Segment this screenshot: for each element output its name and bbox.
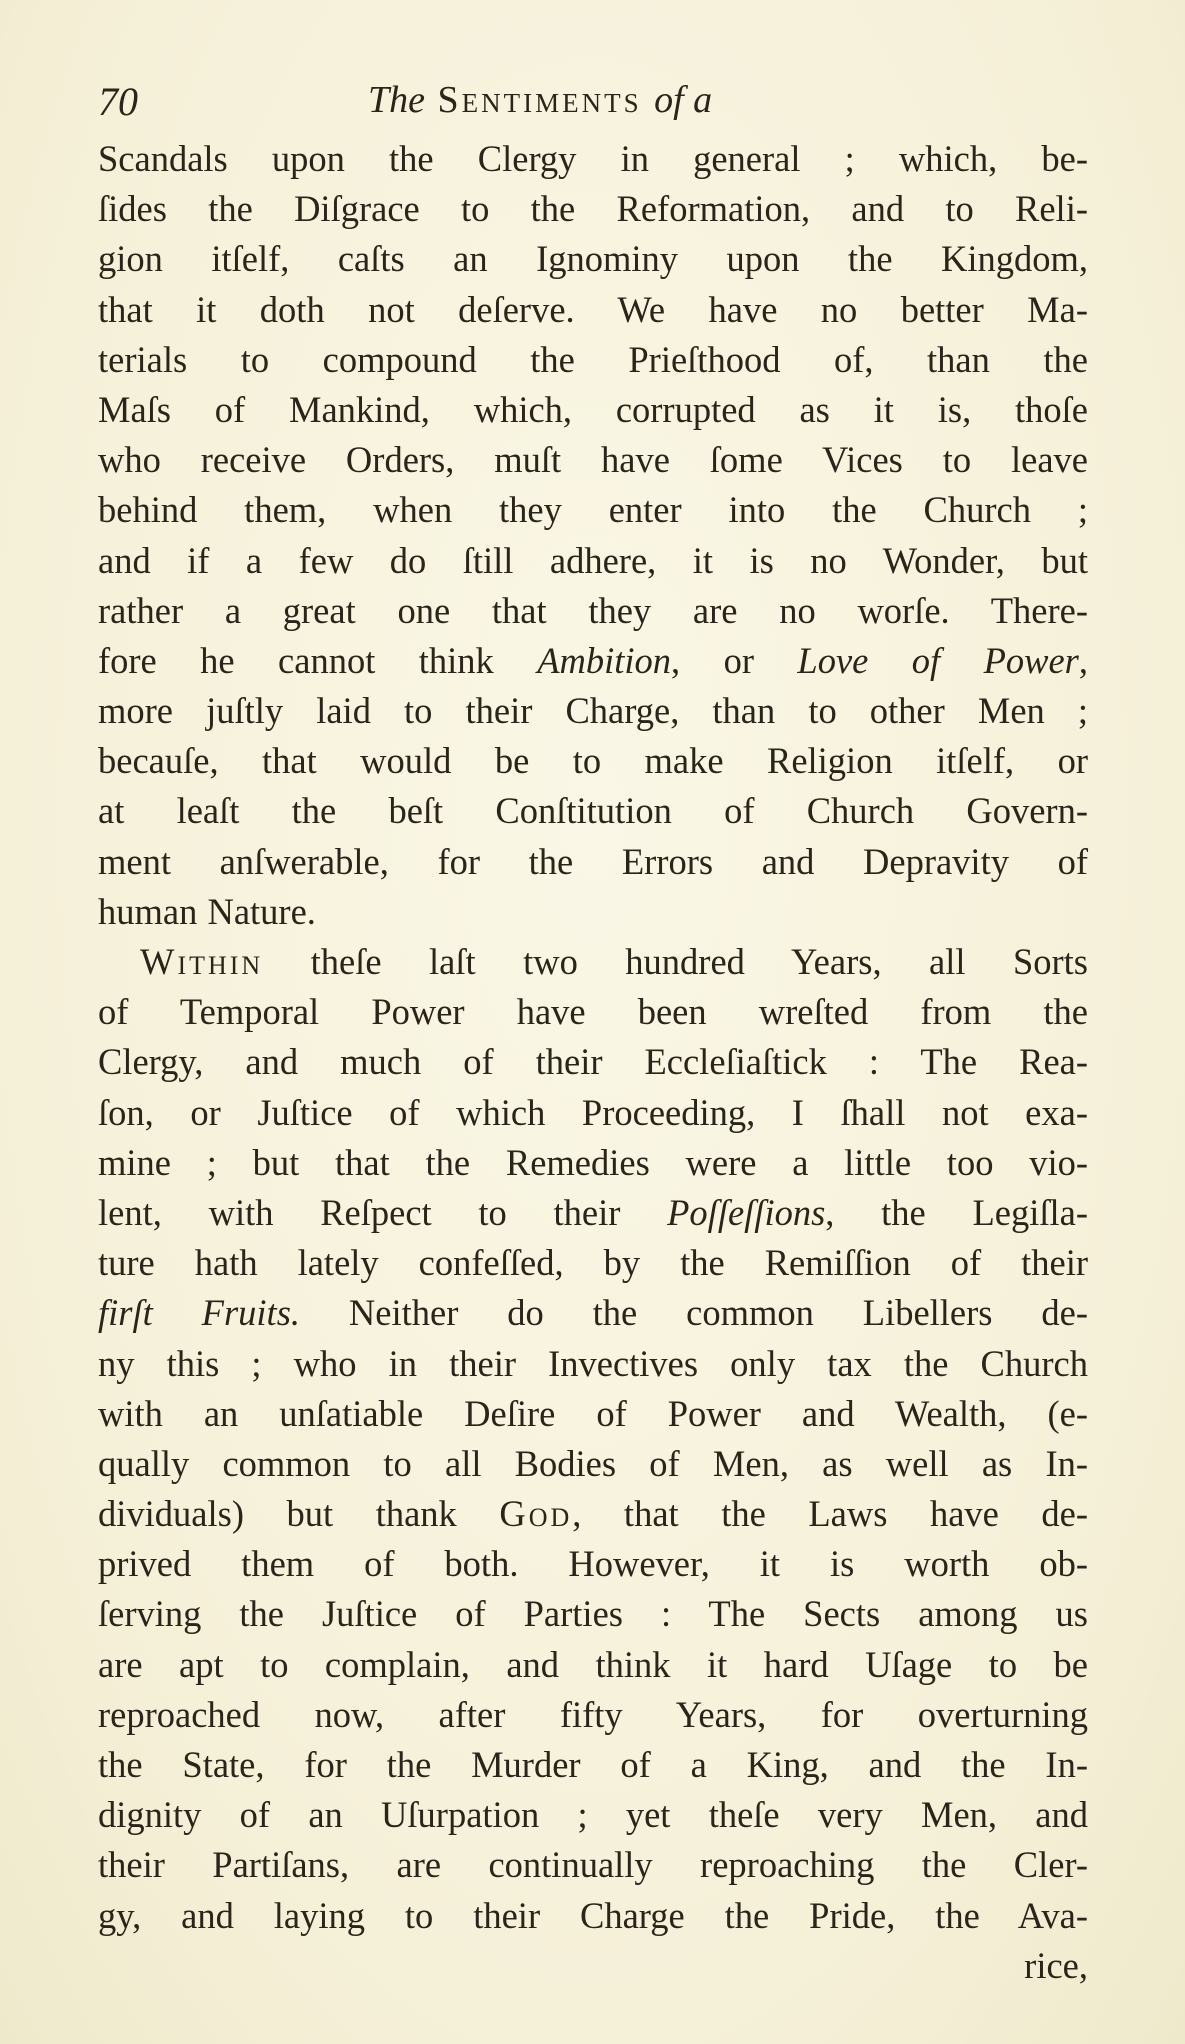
text-run: , that the Laws have de-: [572, 1493, 1088, 1535]
paragraph-end-line: human Nature.: [98, 890, 316, 932]
text-line: gion itſelf, caſts an Ignominy upon the Kingdom,: [98, 238, 1088, 280]
text-run: dividuals) but thank: [98, 1493, 500, 1535]
text-line: their Partiſans, are continually reproaching the Cler-: [98, 1844, 1088, 1886]
paragraph-lead-word: Within: [140, 941, 264, 982]
page-header: [98, 78, 1088, 128]
text-run: Neither do the common Libellers de-: [300, 1292, 1088, 1334]
text-line: with an unſatiable Deſire of Power and Wealth, (e-: [98, 1392, 1088, 1434]
italic-possessions: Poſſeſſions: [667, 1191, 826, 1233]
text-line: ture hath lately confeſſed, by the Remiſſion of their: [98, 1242, 1088, 1284]
text-run: theſe laſt two hundred Years, all Sorts: [263, 941, 1088, 982]
text-line: rather a great one that they are no worſe. There-: [98, 589, 1088, 631]
text-line: ny this ; who in their Invectives only tax the Church: [98, 1342, 1088, 1384]
text-line: ſides the Diſgrace to the Reformation, and to Reli-: [98, 188, 1088, 230]
text-run: , the Legiſla-: [825, 1191, 1088, 1233]
small-caps-god: God: [499, 1493, 573, 1535]
running-head-the: The: [368, 79, 425, 121]
text-line: dignity of an Uſurpation ; yet theſe very Men, and: [98, 1794, 1088, 1836]
text-line: reproached now, after fifty Years, for overturning: [98, 1693, 1088, 1735]
running-head-title: Sentiments: [437, 79, 642, 121]
text-line: [98, 636, 1088, 686]
text-line: more juſtly laid to their Charge, than to other Men ;: [98, 690, 1088, 732]
text-line: Clergy, and much of their Eccleſiaſtick : The Rea-: [98, 1041, 1088, 1083]
text-line: behind them, when they enter into the Church ;: [98, 489, 1088, 531]
text-line: who receive Orders, muſt have ſome Vices to leave: [98, 439, 1088, 481]
italic-first-fruits: firſt Fruits.: [98, 1292, 301, 1334]
paragraph-start-line: [98, 937, 1088, 987]
text-line: [98, 1288, 1088, 1338]
text-run: lent, with Reſpect to their: [98, 1191, 668, 1233]
catchword: rice,: [1024, 1944, 1088, 1986]
text-run: fore he cannot think: [98, 639, 538, 681]
text-line: prived them of both. However, it is worth ob-: [98, 1543, 1088, 1585]
text-line: that it doth not deſerve. We have no better Ma-: [98, 288, 1088, 330]
running-head-of-a: of a: [654, 79, 713, 121]
italic-love-of-power: Love of Power: [797, 639, 1079, 681]
text-line: [98, 1489, 1088, 1539]
text-line: Maſs of Mankind, which, corrupted as it is, thoſe: [98, 388, 1088, 430]
text-line: the State, for the Murder of a King, and the In-: [98, 1744, 1088, 1785]
text-run: , or: [671, 639, 798, 681]
text-line: terials to compound the Prieſthood of, than the: [98, 338, 1088, 380]
italic-ambition: Ambition: [537, 639, 672, 681]
running-head: [368, 78, 712, 122]
text-line: qually common to all Bodies of Men, as well as In-: [98, 1442, 1088, 1484]
body-text: [98, 134, 1088, 1991]
text-line: Scandals upon the Clergy in general ; which, be-: [98, 138, 1088, 179]
text-line: of Temporal Power have been wreſted from the: [98, 991, 1088, 1033]
text-line: ſerving the Juſtice of Parties : The Sects among us: [98, 1593, 1088, 1635]
text-line: mine ; but that the Remedies were a little too vio-: [98, 1141, 1088, 1183]
text-line: becauſe, that would be to make Religion itſelf, or: [98, 740, 1088, 782]
text-line: are apt to complain, and think it hard Uſage to be: [98, 1643, 1088, 1685]
text-line: gy, and laying to their Charge the Pride, the Ava-: [98, 1894, 1088, 1936]
text-line: and if a few do ſtill adhere, it is no Wonder, but: [98, 539, 1088, 581]
page-number: 70: [98, 79, 138, 124]
text-run: ,: [1078, 639, 1089, 681]
text-line: at leaſt the beſt Conſtitution of Church Govern-: [98, 790, 1088, 832]
text-line: [98, 1188, 1088, 1238]
text-line: ſon, or Juſtice of which Proceeding, I ſhall not exa-: [98, 1091, 1088, 1133]
text-line: ment anſwerable, for the Errors and Depravity of: [98, 840, 1088, 882]
